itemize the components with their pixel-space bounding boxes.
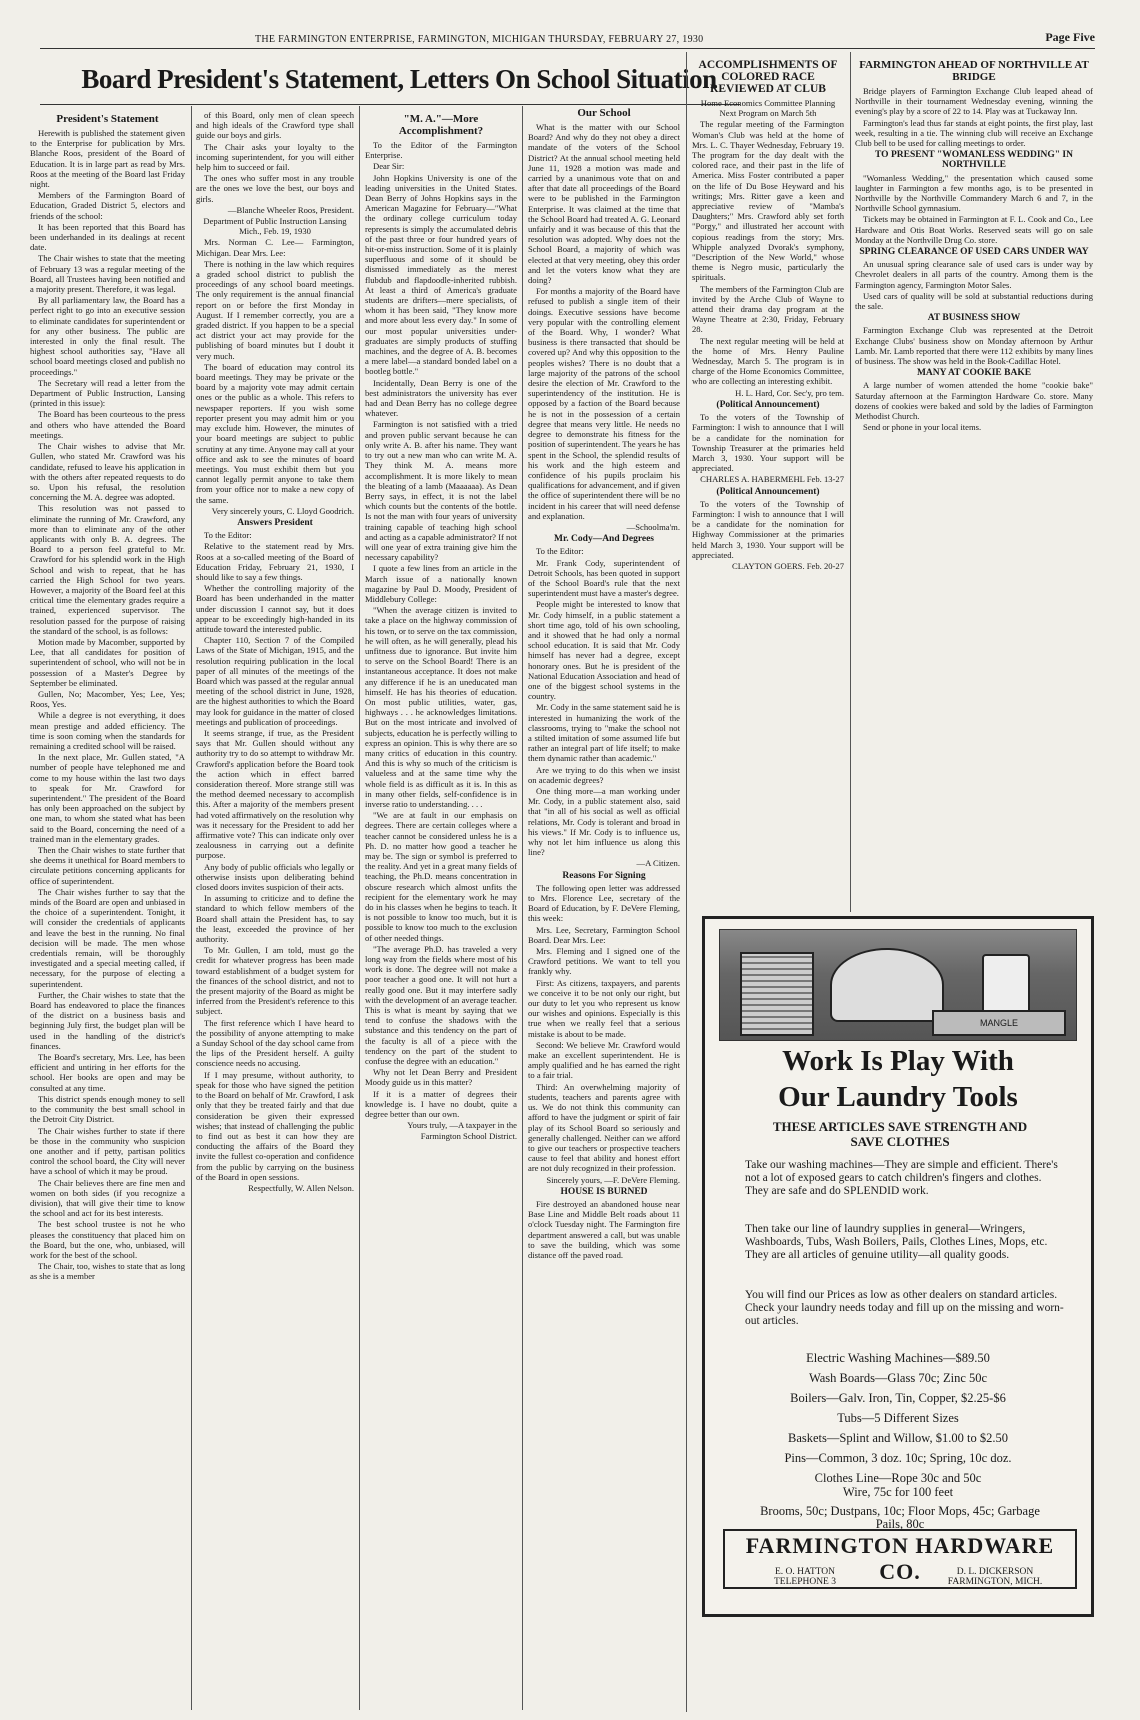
paragraph: The Chair wishes further to state if there be those in the community who suspicion one another and if petty, partisan politics control the school board, the City will never have a school of which it may be proud. (30, 1125, 185, 1177)
paragraph: Used cars of quality will be sold at substantial reductions during the sale. (855, 290, 1093, 312)
ad-paragraph: Take our washing machines—They are simple and efficient. There's not a lot of exposed gears to catch children's fingers and clothes. They are safe and do SPLENDID work. (745, 1159, 1058, 1197)
paragraph: Whether the controlling majority of the Board has been underhanded in the matter under discussion I cannot say, but it does appear to be exceedingly high-handed in its attitude toward the interested public. (196, 583, 354, 634)
paragraph: There is nothing in the law which requires a graded school district to publish the proceedings of any school board meetings. The only requirement is the annual financial report on or before the first Monday in August. If I remember correctly, you are a graded district. If you happen to be a special act district your act may provide for the publishing of board minutes but I doubt it very much. (196, 258, 354, 361)
paragraph: The following open letter was addressed to Mrs. Florence Lee, secretary of the Board of Education, by F. DeVere Fleming, this week: (528, 882, 680, 924)
article-heading: Our School (577, 107, 631, 119)
article-heading: "M. A."—More Accomplishment? (398, 113, 484, 137)
price-line: Tubs—5 Different Sizes (837, 1411, 959, 1425)
signature: Very sincerely yours, C. Lloyd Goodrich. (211, 505, 354, 516)
paragraph: Tickets may be obtained in Farmington at F. L. Cook and Co., Lee Hardware and Otis Boat Works. Reserved seats will go on sale Monday at the Northville Drug Co. store. (855, 214, 1093, 245)
article-heading: ACCOMPLISHMENTS OF COLORED RACE REVIEWED AT CLUB (698, 59, 838, 95)
price-line: Clothes Line—Rope 30c and 50c (814, 1471, 982, 1485)
masthead-title: THE FARMINGTON ENTERPRISE, FARMINGTON, MICHIGAN THURSDAY, FEBRUARY 27, 1930 (255, 34, 704, 45)
paragraph: The board of education may control its board meetings. They may be private or the board by a majority vote may admit certain ones or the public as a whole. This refers to newspaper reporters. If you wish some reporter present you may admit him or you may exclude him. However, the minutes of your board meetings are subject to public scrutiny at any time. Anyone may call at your office and ask to see the minutes of board meetings. You must exhibit them but you cannot legally permit anyone to take them from your office nor to make a new copy of the same. (196, 361, 354, 505)
paragraph: Members of the Farmington Board of Education, Graded District 5, electors and friends of the school: (30, 190, 185, 221)
political-announcement-heading: (Political Announcement) (716, 486, 820, 497)
price-line: Wire, 75c for 100 feet (842, 1485, 954, 1499)
paragraph: Are we trying to do this when we insist on academic degrees? (528, 764, 680, 785)
paragraph: An unusual spring clearance sale of used cars is under way by Chevrolet dealers in all parts of the country. Among them is the Farmington agency, Farmington Motor Sales. (855, 259, 1093, 290)
ad-owner-name: D. L. DICKERSON (956, 1567, 1034, 1577)
paragraph: Dear Sir: (373, 161, 405, 172)
paragraph: Fire destroyed an abandoned house near Base Line and Middle Belt roads about 11 o'clock Tuesday night. The Farmington fire department answered a call, but was unable to save the building, which was some distance off the paved road. (528, 1198, 680, 1260)
paragraph: Farmington's lead thus far stands at eight points, the first play, last week, resulting in a tie. The winning club will receive an Exchange Club bell to be used for calling meetings to order. (855, 117, 1093, 149)
article-heading: Reasons For Signing (562, 870, 646, 881)
paragraph: "When the average citizen is invited to take a place on the highway commission of his town, or to serve on the tax commission, he will often, as he will generally, plead his unfitness due to ignorance. But invite him to serve on the School Board! There is an instantaneous acceptance. It does not make any difference if he is an uneducated man himself. He has his theories of education. On most public utilities, water, gas, highways . . . he acknowledges limitations. But on the most intricate and involved of subjects, education he is perfectly willing to express an opinion. This is why there are so many critics of education in this country. And this is why so much of the criticism is valueless and at the same time why the whole field is as difficult as it is. In this as in many other fields, self-confidence is in inverse ratio to understanding. . . . (365, 605, 517, 809)
paragraph: One thing more—a man working under Mr. Cody, in a public statement also, said that "in all of his social as well as official relations, Mr. Cody is tolerant and broad in his views." If Mr. Cody is to influence us, why not let him influence us along this line? (528, 786, 680, 858)
paragraph: This district spends enough money to sell to the community the best small school in the Detroit City District. (30, 1093, 185, 1125)
signature: —A Citizen. (636, 858, 680, 869)
article-heading: Mr. Cody—And Degrees (553, 534, 654, 545)
ad-paragraph: You will find our Prices as low as other dealers on standard articles. Check your laundry needs today and fill up on the missing and worn-out articles. (745, 1289, 1064, 1327)
signature: —Blanche Wheeler Roos, President. (227, 204, 354, 215)
political-announcement-heading: (Political Announcement) (716, 399, 820, 410)
paragraph: Mr. Frank Cody, superintendent of Detroit Schools, has been quoted in support of the School Board's rule that the next superintendent must have a master's degree. (528, 557, 680, 599)
paragraph: Farmington is not satisfied with a tried and proven public servant because he can only write A. B. after his name. They want to try out a new man who can write M. A. They think M. A. means more accomplishment. It is more likely to mean the bleating of a lamb (Maaaaaa). As Dean Berry says, in effect, it is not the label which counts but the contents of the bottle. Is not the man with four years of university training capable of teaching high school and acting as a capable administrator? If not will one year of extra training give him the necessary capability? (365, 419, 517, 563)
paragraph: To the Editor of the Farmington Enterprise. (365, 140, 517, 161)
paragraph: John Hopkins University is one of the leading universities in the United States. Dean Berry of Johns Hopkins says in the American Magazine for February—"What the ordinary college curriculum today represents is simply the accumulated debris of the past three or four hundred years of hit-or-miss instruction. Some of it is plainly superfluous and some of it should be dismissed immediately as the merest flubdub and flapdoodle-inherited rubbish. At least a third of America's graduate students are drifters—mere specialists, of whom it has been said, "They know more and more about less every day." In some of our most popular universities under-graduates are simply products of stuffing machines, and the degree of A. B. becomes a mere label—a standard bonded label on a bootleg bottle." (365, 172, 517, 377)
column-our-school (528, 104, 680, 1714)
column-local-news (855, 56, 1093, 911)
paragraph: Farmington Exchange Club was represented at the Detroit Exchange Clubs' business show on Monday afternoon by Arthur Lamb. Mr. Lamb reported that there were 112 exhibits by many lines of business. The show was held in the Book-Cadillac Hotel. (855, 325, 1093, 367)
column-letters-1 (196, 110, 354, 1714)
column-club-news (692, 56, 844, 911)
hardware-advertisement (702, 916, 1094, 1617)
paragraph: If I may presume, without authority, to speak for those who have signed the petition to the Board on behalf of Mr. Crawford, I ask only that they be treated fairly and that due consideration be given their expressed wishes; that instead of challenging the public to find out as best it can how they are conducting the affairs of the Board they invite the fullest co-operation and confidence from the public by carrying on the business of the Board in open sessions. (196, 1069, 354, 1182)
signature: Sincerely yours, —F. DeVere Fleming. (546, 1174, 680, 1185)
paragraph: I quote a few lines from an article in the March issue of a nationally known magazine by Paul D. Moody, President of Middlebury College: (365, 563, 517, 604)
article-heading: SPRING CLEARANCE OF USED CARS UNDER WAY (859, 247, 1089, 258)
paragraph: Second: We believe Mr. Crawford would make an excellent superintendent. He is amply qualified and he has earned the right to a fair trial. (528, 1039, 680, 1081)
paragraph: First: As citizens, taxpayers, and parents we conceive it to be not only our right, but our duty to let you who represent us know our wishes and opinions. Especially is this true when we really feel that a serious mistake is about to be made. (528, 977, 680, 1039)
paragraph: A large number of women attended the home "cookie bake" Saturday afternoon at the Farmington Hardware Co. store. Many dozens of cookies were baked and sold by the ladies of Farmington Methodist Church. (855, 380, 1093, 422)
letter-dateline: Department of Public Instruction Lansing Mich., Feb. 19, 1930 (203, 216, 347, 237)
mangle-label: MANGLE (932, 1010, 1066, 1036)
washboard-icon (740, 952, 814, 1036)
ad-subheadline: THESE ARTICLES SAVE STRENGTH AND SAVE CLOTHES (772, 1119, 1028, 1149)
paragraph: Herewith is published the statement given to the Enterprise for publication by Mrs. Blanche Roos, president of the Board of Education. It is in large part as read by Mrs. Roos at the meeting of the Board last Friday night. (30, 128, 185, 190)
paragraph: In the next place, Mr. Gullen stated, "A number of people have telephoned me and come to my house within the last two days to speak for Mr. Crawford for superintendent." The president of the Board has only been approached on the subject by one man, to whom she stated what has been said to the Board, concerning the need of a trained man in the elementary grades. (30, 752, 185, 844)
paragraph: The Secretary will read a letter from the Department of Public Instruction, Lansing (printed in this issue): (30, 377, 185, 409)
price-line: Electric Washing Machines—$89.50 (806, 1351, 990, 1365)
paragraph: The Chair, too, wishes to state that as long as she is a member (30, 1261, 185, 1282)
column-ma-accomplishment (365, 110, 517, 1714)
paragraph: To the voters of the Township of Farmington: I wish to announce that I will be a candidate for the nomination for Highway Commissioner at the primaries held March 3, 1930. Your support will be appreciated. (692, 498, 844, 560)
paragraph: Relative to the statement read by Mrs. Roos at a so-called meeting of the Board of Education Friday, February 21, 1930, I should like to say a few things. (196, 541, 354, 582)
paragraph: To the voters of the Township of Farmington: I wish to announce that I will be a candidate for the nomination for Township Treasurer at the primaries held March 3, 1930. Your support will be appreciated. (692, 412, 844, 474)
paragraph: Mrs. Fleming and I signed one of the Crawford petitions. We want to tell you frankly why. (528, 946, 680, 977)
paragraph: To Mr. Gullen, I am told, must go the credit for whatever progress has been made toward establishment of a budget system for the finances of the school district, and not to the present majority of the Board as might be inferred from the President's reference to this subject. (196, 945, 354, 1017)
paragraph: To the Editor: (204, 530, 252, 541)
signature: CHARLES A. HABERMEHL Feb. 13-27 (700, 474, 844, 485)
paragraph: Motion made by Macomber, supported by Lee, that all candidates for position of superintendent of school, who will not be in possession of a Master's Degree by September be eliminated. (30, 636, 185, 688)
paragraph: Then the Chair wishes to state further that she deems it unethical for Board members to circulate petitions concerning applicants for office of superintendent. (30, 845, 185, 886)
ad-town: FARMINGTON, MICH. (947, 1577, 1043, 1587)
paragraph: This resolution was not passed to eliminate the running of Mr. Crawford, any more than to eliminate any of the other applicants with only B. A. degrees. The Board to a person feel grateful to Mr. Crawford for his splendid work in the High School and wish to repeat, that he has carried the High School for two years. However, a majority of the Board feel at this critical time the elementary grades require a trained, experienced supervisor. The resolution passed for the purpose of raising the standard of the school, is as follows: (30, 503, 185, 636)
article-heading: FARMINGTON AHEAD OF NORTHVILLE AT BRIDGE (859, 59, 1089, 83)
column-rule (686, 52, 687, 1712)
pail-icon (982, 954, 1030, 1018)
paragraph: The next regular meeting will be held at the home of Mrs. Henry Pauline Wednesday, March 5. The program is in charge of the Home Economics Committee, who are collecting an interesting exhibit. (692, 335, 844, 387)
article-heading: Answers President (237, 517, 313, 528)
paragraph: Chapter 110, Section 7 of the Compiled Laws of the State of Michigan, 1915, and the resolution requiring publication in the local paper of all minutes of the meetings of the Board which was passed at the regular annual meeting of the school district in June, 1928, are the highest authorities to which the Board may look for guidance in the matter of closed meetings and publication of proceedings. (196, 635, 354, 727)
price-line: Wash Boards—Glass 70c; Zinc 50c (808, 1371, 988, 1385)
masthead-rule (40, 48, 1095, 49)
paragraph: The Board has been courteous to the press and others who have attended the Board meetings. (30, 409, 185, 440)
paragraph: By all parliamentary law, the Board has a perfect right to go into an executive session to eliminate candidates for superintendent or for any other business. The public are interested in only the final result. The highest school authorities say, "Have all school board meetings closed and publish no proceedings." (30, 295, 185, 377)
column-rule (191, 106, 192, 1710)
article-heading: President's Statement (56, 113, 159, 125)
price-line: Brooms, 50c; Dustpans, 10c; Floor Mops, 45c; Garbage Pails, 80c (760, 1504, 1040, 1531)
ad-telephone: TELEPHONE 3 (773, 1577, 836, 1587)
washtub-icon (830, 948, 944, 1022)
paragraph: "Womanless Wedding," the presentation which caused some laughter in Farmington a few months ago, is to be presented in Northville by the Northville Commandery March 6 and 7, in the Northville School gymnasium. (855, 172, 1093, 214)
paragraph: Mrs. Lee, Secretary, Farmington School Board. Dear Mrs. Lee: (528, 924, 680, 945)
paragraph: To the Editor: (536, 546, 584, 557)
paragraph: In assuming to criticize and to define the standard to which fellow members of the Board shall attain the President has, to say the least, exceeded the province of her authority. (196, 893, 354, 945)
paragraph: Gullen, No; Macomber, Yes; Lee, Yes; Roos, Yes. (30, 688, 185, 710)
farmington-hardware-logo: FARMINGTON HARDWARE CO. (723, 1529, 1077, 1589)
price-line: Baskets—Splint and Willow, $1.00 to $2.50 (788, 1431, 1008, 1445)
ad-owner-name: E. O. HATTON (775, 1567, 835, 1577)
article-heading: HOUSE IS BURNED (560, 1186, 648, 1197)
paragraph: Further, the Chair wishes to state that the Board has endeavored to place the finances of the district on a business basis and beginning July first, the budget plan will be used in the handling of the district's finances. (30, 989, 185, 1051)
letter-salutation: Mrs. Norman C. Lee— Farmington, Michigan. Dear Mrs. Lee: (196, 237, 354, 258)
paragraph: "The average Ph.D. has traveled a very long way from the fields where most of his work is done. The degree will not make a poor teacher a good one. It will not hurt a really good one. But it may interfere sadly with the development of an average teacher. This is what is meant by saying that we tend to confuse the shadows with the substance and this tendency on the part of the faculty is all of a piece with the tendency on the part of the student to confuse the degree with an education." (365, 943, 517, 1067)
paragraph: The members of the Farmington Club are invited by the Arche Club of Wayne to attend their drama day program at the Wayne Theatre at 2:30, Friday, February 28. (692, 283, 844, 335)
paragraph: Bridge players of Farmington Exchange Club leaped ahead of Northville in their tournament Wednesday evening, winning the evening's play by a score of 22 to 14. Play was at Tuckaway Inn. (855, 86, 1093, 117)
paragraph: For months a majority of the Board have refused to publish a single item of their doings. Executive sessions have become very popular with the controlling element of the Board. Why, I wonder? What business is there transacted that should be covered up? And why this opposition to the peoples wishes? There is no doubt that a large majority of the patrons of the school desire the election of Mr. Crawford to the superintendency of the institution. He is opposed by a faction of the Board because he is not in the possession of a certain degree that means very little. He needs no degree to demonstrate his fitness for the position of superintendent. The years he has spent in the School, the splendid results of his work and the high esteem and confidence of his pupils proclaim his qualifications for advancement, and if given the office of superintendent there will be no incident in his career that will need defense and explanation. (528, 286, 680, 521)
ad-footer-right (925, 1567, 1065, 1587)
column-presidents-statement (30, 110, 185, 1714)
paragraph: Any body of public officials who legally or otherwise insists upon deliberating behind closed doors invites suspicion of their acts. (196, 861, 354, 893)
paragraph: The Chair asks your loyalty to the incoming superintendent, for you will either help him to succeed or fail. (196, 141, 354, 173)
laundry-tools-illustration (719, 929, 1077, 1041)
main-headline: Board President's Statement, Letters On School Situation (81, 64, 717, 94)
paragraph: of this Board, only men of clean speech and high ideals of the Crawford type shall guide our boys and girls. (196, 110, 354, 141)
paragraph: It has been reported that this Board has been underhanded in its dealings at recent date. (30, 221, 185, 253)
signature: CLAYTON GOERS. Feb. 20-27 (732, 560, 844, 571)
paragraph: The regular meeting of the Farmington Woman's Club was held at the home of Mrs. L. C. Thayer Wednesday, February 19. The program for the day dealt with the colored race, and their past in the life of America. Miss Foster contributed a paper on the life of Du Bose Heyward and his writings; Mrs. Ritter gave a keen and appreciative review of "Mamba's Daughters;" Mrs. Crawford ably set forth "Porgy," and illustrated her account with copious readings from the story; Mrs. Whipple analyzed Dvorak's symphony, "Description of the New World," whose theme is Negro music, particularly the spirituals. (692, 119, 844, 283)
article-heading: MANY AT COOKIE BAKE (916, 368, 1032, 379)
ad-paragraph: Then take our line of laundry supplies in general—Wringers, Washboards, Tubs, Wash Boilers, Pails, Clothes Lines, Mops, etc. They are all articles of genuine utility—all quality goods. (745, 1223, 1048, 1261)
page-number: Page Five (1045, 30, 1095, 44)
paragraph: Why not let Dean Berry and President Moody guide us in this matter? (365, 1067, 517, 1088)
paragraph: The Chair believes there are fine men and women on both sides (if you recognize a division), that will give their time to know the school and act for its best interests. (30, 1177, 185, 1219)
signature: Yours truly, —A taxpayer in the Farmington School District. (407, 1120, 517, 1141)
paragraph: Send or phone in your local items. (863, 422, 982, 433)
paragraph: It seems strange, if true, as the President says that Mr. Gullen should without any authority try to do so attempt to withdraw Mr. Crawford's application before the Board took the action which in effect barred consideration thereof. More strange still was the method deemed necessary to accomplish this. After a majority of the members present had voted affirmatively on the resolution why was it necessary for the President to add her affirmative vote? This can indicate only over zealousness in carrying out a definite purpose. (196, 727, 354, 861)
paragraph: The Board's secretary, Mrs. Lee, has been efficient and untiring in her efforts for the school. Her books are open and may be consulted at any time. (30, 1052, 185, 1093)
ad-footer-left (745, 1567, 865, 1587)
paragraph: While a degree is not everything, it does mean prestige and added efficiency. The time is soon coming when the standards for remaining a credited school will be raised. (30, 710, 185, 751)
column-rule (522, 106, 523, 1710)
paragraph: If it is a matter of degrees their knowledge is. I have no doubt, quite a degree better than our own. (365, 1088, 517, 1120)
price-line: Boilers—Galv. Iron, Tin, Copper, $2.25-$6 (790, 1391, 1006, 1405)
paragraph: The ones who suffer most in any trouble are the ones we love the best, our boys and girls. (196, 173, 354, 204)
article-subheading: Home Economics Committee Planning Next Program on March 5th (700, 98, 836, 119)
paragraph: The Chair wishes further to say that the minds of the Board are open and unbiased in the choice of a superintendent. Tonight, it will consider the credentials of applicants and leave the best in the running. No final decision will be made. The men whose credentials remain, will be thoroughly investigated and a special meeting called, if necessary, for the purpose of electing a superintendent. (30, 886, 185, 989)
ad-headline: Work Is Play With (782, 1045, 1014, 1077)
article-heading: AT BUSINESS SHOW (927, 313, 1021, 324)
signature: Respectfully, W. Allen Nelson. (248, 1182, 354, 1193)
paragraph: "We are at fault in our emphasis on degrees. There are certain colleges where a teacher cannot be considered unless he is a Ph. D. no matter how good a teacher he may be. The sign or symbol is preferred to the reality. And yet in a great many fields of teaching, the Ph.D. means concentration in obscure research which almost unfits the recipient for the elementary work he may do in his classes when he begins to teach. It is not possible to know too much, but it is possible to know too much to the exclusion of other needed things. (365, 810, 517, 943)
paragraph: Third: An overwhelming majority of students, teachers and parents agree with us. We do not think this community can afford to have the judgment or spirit of fair play of its School Board so seriously and generally challenged. Neither can we afford to give our teachers or prospective teachers cause to feel that ability and honest effort are not duly recognized in their profession. (528, 1081, 680, 1174)
paragraph: The first reference which I have heard to the possibility of anyone attempting to make a Sunday School of the day school came from the lips of the President herself. A guilty conscience needs no accusing. (196, 1017, 354, 1069)
paragraph: The Chair wishes to state that the meeting of February 13 was a regular meeting of the Board, all Trustees having been notified and a majority present. Therefore, it was legal. (30, 253, 185, 295)
paragraph: The best school trustee is not he who pleases the constituency that placed him on the Board, but the one, who, unbiased, will work for the best of the school. (30, 1219, 185, 1260)
signature: —Schoolma'm. (626, 521, 680, 532)
column-rule (359, 106, 360, 1710)
paragraph: The Chair wishes to advise that Mr. Gullen, who stated Mr. Crawford was his candidate, refused to leave his application in with the others after repeated requests to do so. Upon his refusal, the resolution concerning the M. A. degree was adopted. (30, 441, 185, 503)
paragraph: Incidentally, Dean Berry is one of the best administrators the university has ever had and Dean Berry has no college degree whatever. (365, 377, 517, 419)
masthead (40, 28, 1095, 44)
paragraph: People might be interested to know that Mr. Cody himself, in a public statement a short time ago, told of his own schooling, and it showed that he had only a normal school education. It is said that Mr. Cody himself has never had a degree, except honorary ones. But he is president of the National Education Association and head of one of the biggest school systems in the country. (528, 599, 680, 702)
column-rule (850, 52, 851, 912)
signature: H. L. Hard, Cor. Sec'y, pro tem. (735, 387, 844, 398)
price-line: Pins—Common, 3 doz. 10c; Spring, 10c doz. (784, 1451, 1012, 1465)
ad-headline-2: Our Laundry Tools (778, 1081, 1018, 1113)
article-heading: TO PRESENT "WOMANLESS WEDDING" IN NORTHVILLE (875, 150, 1073, 171)
paragraph: Mr. Cody in the same statement said he is interested in humanizing the work of the classrooms, trying to "make the school not a stilted imitation of some assumed life but rather an integral part of life itself; to make them dynamic rather than academic." (528, 702, 680, 764)
paragraph: What is the matter with our School Board? And why do they not obey a direct mandate of the voters of the School District? At the annual school meeting held June 11, 1928 a motion was made and carried by a unanimous vote that on and after that date all proceedings of the Board were to be published in the Farmington Enterprise. It was claimed at the time that the School Board had treated A. G. Leonard unfairly and it was because of this that the resolution was adopted. Why does not the School Board, a majority of which was elected at that very meeting, obey this order and let the voters know what they are doing? (528, 122, 680, 286)
